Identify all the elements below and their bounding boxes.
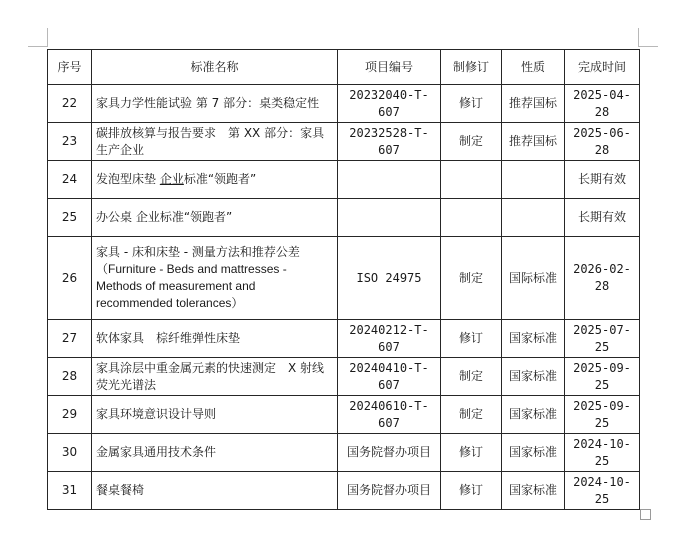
cell-name: 家具涂层中重金属元素的快速测定 X 射线荧光光谱法	[92, 358, 338, 396]
table-row	[48, 320, 640, 358]
cell-name	[92, 161, 338, 199]
cell-revision: 制定	[441, 396, 502, 434]
cell-name-underlined: 企业	[159, 172, 184, 186]
cell-completion: 2024-10-25	[565, 472, 640, 510]
cell-project-no: 20240610-T-607	[338, 396, 441, 434]
cell-revision: 修订	[441, 85, 502, 123]
cell-project-no: 20232040-T-607	[338, 85, 441, 123]
cell-name-chinese: 家具 - 床和床垫 - 测量方法和推荐公差	[96, 245, 300, 259]
cell-nature: 国家标准	[502, 472, 565, 510]
cell-seq: 24	[48, 161, 92, 199]
cell-seq: 26	[48, 237, 92, 320]
cell-name: 软体家具 棕纤维弹性床垫	[92, 320, 338, 358]
table-row	[48, 199, 640, 237]
table-header-row	[48, 50, 640, 85]
cell-nature: 推荐国标	[502, 123, 565, 161]
margin-corner-mark-top-left	[28, 28, 48, 47]
cell-project-no: 20240212-T-607	[338, 320, 441, 358]
margin-corner-mark-top-right	[638, 28, 658, 47]
cell-project-no: 国务院督办项目	[338, 472, 441, 510]
cell-seq: 28	[48, 358, 92, 396]
table-row	[48, 472, 640, 510]
cell-name: 餐桌餐椅	[92, 472, 338, 510]
cell-completion: 2025-09-25	[565, 396, 640, 434]
cell-completion: 2026-02-28	[565, 237, 640, 320]
cell-nature: 国家标准	[502, 320, 565, 358]
cell-name	[92, 237, 338, 320]
cell-completion: 长期有效	[565, 161, 640, 199]
cell-seq: 22	[48, 85, 92, 123]
cell-name: 办公桌 企业标准“领跑者”	[92, 199, 338, 237]
cell-name: 家具力学性能试验 第 7 部分：桌类稳定性	[92, 85, 338, 123]
cell-revision	[441, 199, 502, 237]
header-revision: 制修订	[441, 50, 502, 85]
cell-completion: 长期有效	[565, 199, 640, 237]
cell-completion: 2025-06-28	[565, 123, 640, 161]
table-row	[48, 434, 640, 472]
cell-seq: 27	[48, 320, 92, 358]
cell-seq: 25	[48, 199, 92, 237]
cell-revision	[441, 161, 502, 199]
header-project-no: 项目编号	[338, 50, 441, 85]
cell-name: 家具环境意识设计导则	[92, 396, 338, 434]
cell-name-prefix: 发泡型床垫	[96, 172, 160, 186]
cell-nature	[502, 161, 565, 199]
table-end-marker	[640, 509, 651, 520]
cell-name-suffix: 标准“领跑者”	[183, 172, 257, 186]
table-row	[48, 237, 640, 320]
header-name: 标准名称	[92, 50, 338, 85]
cell-nature: 国家标准	[502, 396, 565, 434]
cell-completion: 2025-07-25	[565, 320, 640, 358]
cell-completion: 2024-10-25	[565, 434, 640, 472]
cell-revision: 制定	[441, 123, 502, 161]
cell-seq: 29	[48, 396, 92, 434]
cell-project-no	[338, 199, 441, 237]
cell-completion: 2025-09-25	[565, 358, 640, 396]
header-seq: 序号	[48, 50, 92, 85]
cell-project-no: 20232528-T-607	[338, 123, 441, 161]
header-completion: 完成时间	[565, 50, 640, 85]
cell-project-no: 20240410-T-607	[338, 358, 441, 396]
cell-seq: 23	[48, 123, 92, 161]
cell-revision: 修订	[441, 434, 502, 472]
cell-name: 金属家具通用技术条件	[92, 434, 338, 472]
cell-name: 碳排放核算与报告要求 第 XX 部分：家具生产企业	[92, 123, 338, 161]
cell-nature: 国家标准	[502, 358, 565, 396]
cell-completion: 2025-04-28	[565, 85, 640, 123]
table-row	[48, 358, 640, 396]
table-row	[48, 396, 640, 434]
table-row	[48, 161, 640, 199]
cell-seq: 31	[48, 472, 92, 510]
cell-project-no: ISO 24975	[338, 237, 441, 320]
cell-revision: 修订	[441, 320, 502, 358]
cell-seq: 30	[48, 434, 92, 472]
cell-revision: 修订	[441, 472, 502, 510]
cell-name-english: （Furniture - Beds and mattresses - Methods of measurement and recommended tolerances）	[96, 262, 287, 310]
cell-nature: 推荐国标	[502, 85, 565, 123]
cell-nature: 国际标准	[502, 237, 565, 320]
cell-project-no: 国务院督办项目	[338, 434, 441, 472]
cell-nature: 国家标准	[502, 434, 565, 472]
table-row	[48, 85, 640, 123]
cell-nature	[502, 199, 565, 237]
cell-revision: 制定	[441, 237, 502, 320]
header-nature: 性质	[502, 50, 565, 85]
cell-project-no	[338, 161, 441, 199]
table-row	[48, 123, 640, 161]
standards-table	[47, 49, 640, 510]
cell-revision: 制定	[441, 358, 502, 396]
